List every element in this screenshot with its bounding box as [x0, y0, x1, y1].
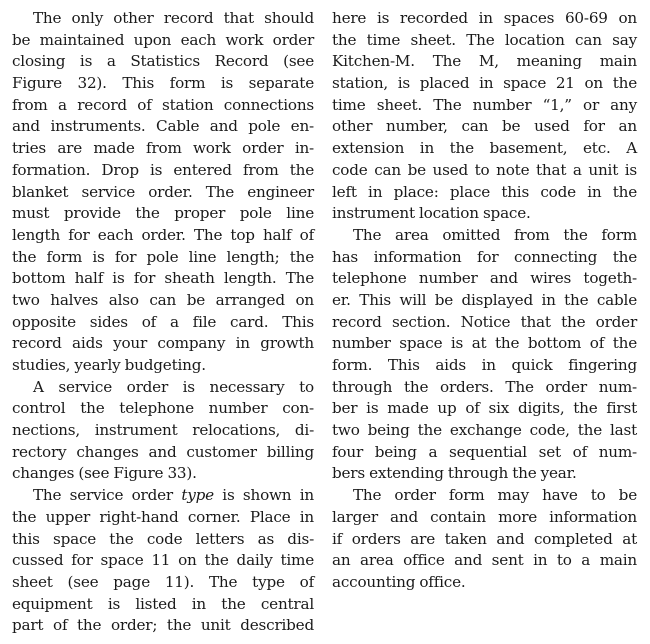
text-line: record section. Notice that the order	[332, 312, 637, 331]
text-segment: The service order	[33, 486, 182, 505]
text-segment: is shown in	[213, 486, 314, 505]
text-line: cussed for space 11 on the daily time	[12, 551, 314, 570]
text-line: the form is for pole line length; the	[12, 247, 314, 266]
text-line: telephone number and wires togeth-	[332, 269, 637, 288]
text-line: record aids your company in growth	[12, 334, 314, 353]
text-line: ber is made up of six digits, the first	[332, 399, 637, 418]
text-line: left in place: place this code in the	[332, 182, 637, 201]
text-line: A service order is necessary to	[33, 377, 314, 396]
text-line: larger and contain more information	[332, 507, 637, 526]
text-line: from a record of station connections	[12, 95, 314, 114]
text-line: studies, yearly budgeting.	[12, 356, 206, 374]
text-line: equipment is listed in the central	[12, 594, 314, 613]
text-line: part of the order; the unit described	[12, 616, 314, 635]
text-line: accounting office.	[332, 572, 466, 591]
right-column	[332, 8, 637, 594]
text-line: bottom half is for sheath length. The	[12, 269, 314, 288]
left-column	[12, 8, 314, 637]
text-line: an area office and sent in to a main	[332, 551, 637, 570]
text-line: control the telephone number con-	[12, 399, 314, 418]
text-line: four being a sequential set of num-	[332, 442, 637, 461]
text-line: through the orders. The order num-	[332, 377, 637, 396]
text-line: opposite sides of a file card. This	[12, 312, 314, 331]
text-line: The area omitted from the form	[353, 225, 637, 244]
text-line: Kitchen-M. The M, meaning main	[332, 52, 637, 71]
text-line: station, is placed in space 21 on the	[332, 74, 637, 93]
text-line: The order form may have to be	[353, 486, 637, 505]
text-line: er. This will be displayed in the cable	[332, 290, 637, 309]
text-line: form. This aids in quick fingering	[332, 356, 637, 374]
text-line: has information for connecting the	[332, 247, 637, 266]
text-line: must provide the proper pole line	[12, 204, 314, 223]
text-line: instrument location space.	[332, 204, 531, 223]
text-line: code can be used to note that a unit is	[332, 160, 637, 179]
emphasized-word: type	[181, 486, 214, 505]
text-line: bers extending through the year.	[332, 464, 577, 483]
text-line: other number, can be used for an	[332, 117, 637, 136]
text-line: extension in the basement, etc. A	[332, 139, 637, 158]
text-line: closing is a Statistics Record (see	[12, 52, 314, 71]
text-line: two halves also can be arranged on	[12, 290, 314, 309]
text-line: formation. Drop is entered from the	[12, 160, 314, 179]
text-line: rectory changes and customer billing	[12, 442, 314, 461]
text-line: the upper right-hand corner. Place in	[12, 507, 314, 526]
text-line: be maintained upon each work order	[12, 30, 314, 49]
text-line: blanket service order. The engineer	[12, 182, 314, 201]
text-line: changes (see Figure 33).	[12, 464, 197, 483]
text-line: time sheet. The number “1,” or any	[332, 95, 637, 114]
text-line: number space is at the bottom of the	[332, 334, 637, 353]
text-line: sheet (see page 11). The type of	[12, 572, 314, 591]
text-line-with-emphasis	[12, 485, 314, 507]
text-line: length for each order. The top half of	[12, 225, 314, 244]
text-line: two being the exchange code, the last	[332, 421, 637, 440]
text-line: The only other record that should	[33, 9, 314, 27]
text-line: the time sheet. The location can say	[332, 30, 637, 49]
text-line: here is recorded in spaces 60-69 on	[332, 9, 637, 27]
text-line: Figure 32). This form is separate	[12, 74, 314, 93]
text-line: nections, instrument relocations, di-	[12, 421, 314, 440]
text-line: tries are made from work order in-	[12, 139, 314, 158]
text-line: if orders are taken and completed at	[332, 529, 637, 548]
text-line: this space the code letters as dis-	[12, 529, 314, 548]
text-line: and instruments. Cable and pole en-	[12, 117, 314, 136]
